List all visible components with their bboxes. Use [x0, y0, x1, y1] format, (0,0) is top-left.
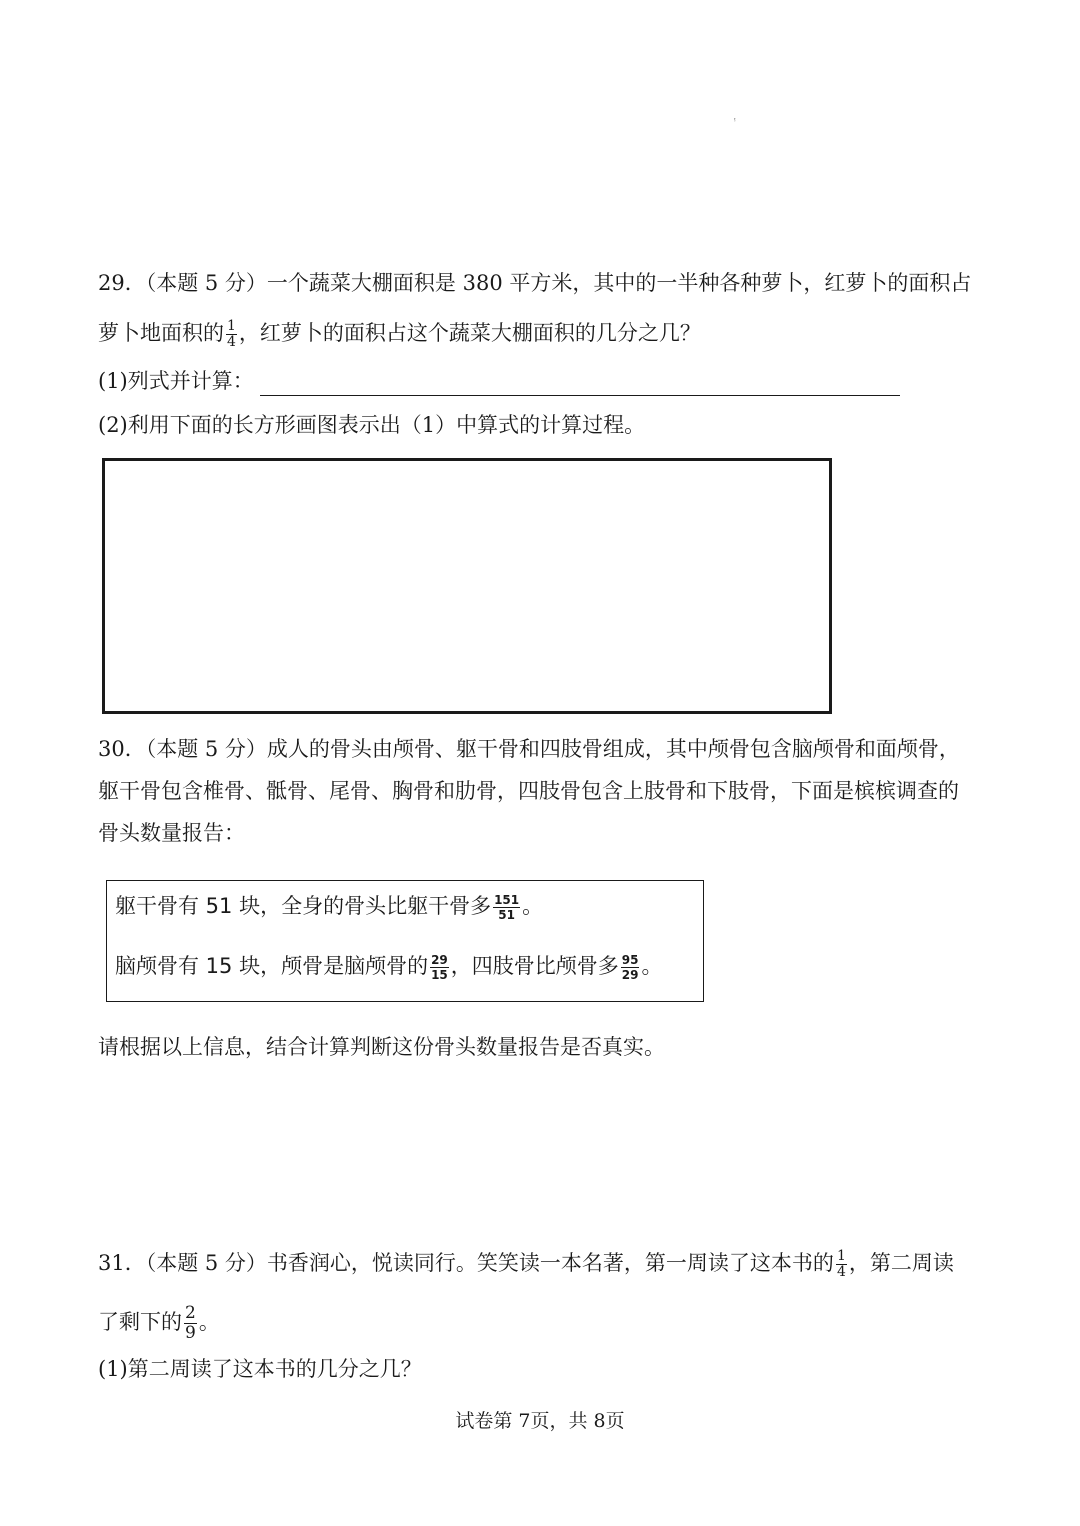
q29-text-1: 29．（本题 5 分）一个蔬菜大棚面积是 380 平方米，其中的一半种各种萝卜，红萝卜的面积占 [98, 271, 972, 295]
q31-text-1b: ，第二周读 [848, 1251, 954, 1275]
fraction-29-15 [430, 953, 449, 982]
fraction-numerator: 151 [494, 892, 520, 907]
report-text-2b: ，四肢骨比颅骨多 [450, 954, 619, 978]
fraction-numerator: 1 [836, 1248, 846, 1264]
bone-report-box [106, 880, 704, 1002]
fraction-1-4 [836, 1249, 847, 1280]
fraction-denominator: 15 [431, 967, 448, 982]
report-text-2a: 脑颅骨有 15 块，颅骨是脑颅骨的 [115, 954, 429, 978]
q29-sub1-label: (1)列式并计算： [98, 369, 254, 393]
q30-line3 [98, 818, 245, 848]
fraction-numerator: 1 [227, 318, 236, 334]
q30-text-1: 30．（本题 5 分）成人的骨头由颅骨、躯干骨和四肢骨组成，其中颅骨包含脑颅骨和面颅骨， [98, 737, 960, 761]
fraction-1-4 [226, 319, 237, 350]
fraction-numerator: 2 [185, 1303, 196, 1323]
q31-sub1-label: (1)第二周读了这本书的几分之几？ [98, 1357, 422, 1381]
q30-question [98, 1032, 665, 1062]
fraction-numerator: 29 [431, 952, 448, 967]
q29-sub1 [98, 366, 900, 396]
q29-sub2 [98, 410, 645, 440]
q31-text-2a: 了剩下的 [98, 1310, 182, 1334]
q30-question-text: 请根据以上信息，结合计算判断这份骨头数量报告是否真实。 [98, 1035, 665, 1059]
fraction-denominator: 9 [185, 1323, 196, 1343]
q29-text-2a: 萝卜地面积的 [98, 321, 224, 345]
report-text-1a: 躯干骨有 51 块，全身的骨头比躯干骨多 [115, 894, 492, 918]
report-text-2c: 。 [641, 954, 663, 978]
fraction-151-51 [493, 893, 520, 922]
q31-text-1a: 31．（本题 5 分）书香润心，悦读同行。笑笑读一本名著，第一周读了这本书的 [98, 1251, 834, 1275]
fraction-denominator: 29 [621, 967, 639, 982]
q30-text-3: 骨头数量报告： [98, 821, 245, 845]
q29-line1 [98, 268, 971, 298]
scan-mark: ᵎ [734, 116, 736, 125]
answer-blank-line[interactable] [260, 371, 900, 396]
q29-line2 [98, 318, 701, 350]
fraction-denominator: 51 [498, 907, 515, 922]
q29-sub2-label: (2)利用下面的长方形画图表示出（1）中算式的计算过程。 [98, 413, 646, 437]
q30-line1 [98, 734, 960, 764]
q31-sub1 [98, 1354, 422, 1384]
fraction-numerator: 95 [621, 952, 639, 967]
q30-text-2: 躯干骨包含椎骨、骶骨、尾骨、胸骨和肋骨，四肢骨包含上肢骨和下肢骨，下面是槟槟调查的 [98, 779, 959, 803]
q31-text-2b: 。 [198, 1310, 220, 1334]
q29-text-2b: ，红萝卜的面积占这个蔬菜大棚面积的几分之几？ [238, 321, 701, 345]
fraction-2-9 [184, 1304, 197, 1343]
q31-line1 [98, 1248, 954, 1280]
report-line-2 [115, 951, 662, 982]
report-line-1 [115, 891, 543, 922]
report-text-1b: 。 [522, 894, 544, 918]
fraction-95-29 [621, 953, 640, 982]
fraction-denominator: 4 [227, 334, 236, 350]
drawing-rectangle[interactable] [102, 458, 832, 714]
q31-line2 [98, 1304, 220, 1343]
fraction-denominator: 4 [836, 1264, 846, 1280]
q30-line2 [98, 776, 959, 806]
page-footer: 试卷第 7页，共 8页 [455, 1410, 625, 1432]
